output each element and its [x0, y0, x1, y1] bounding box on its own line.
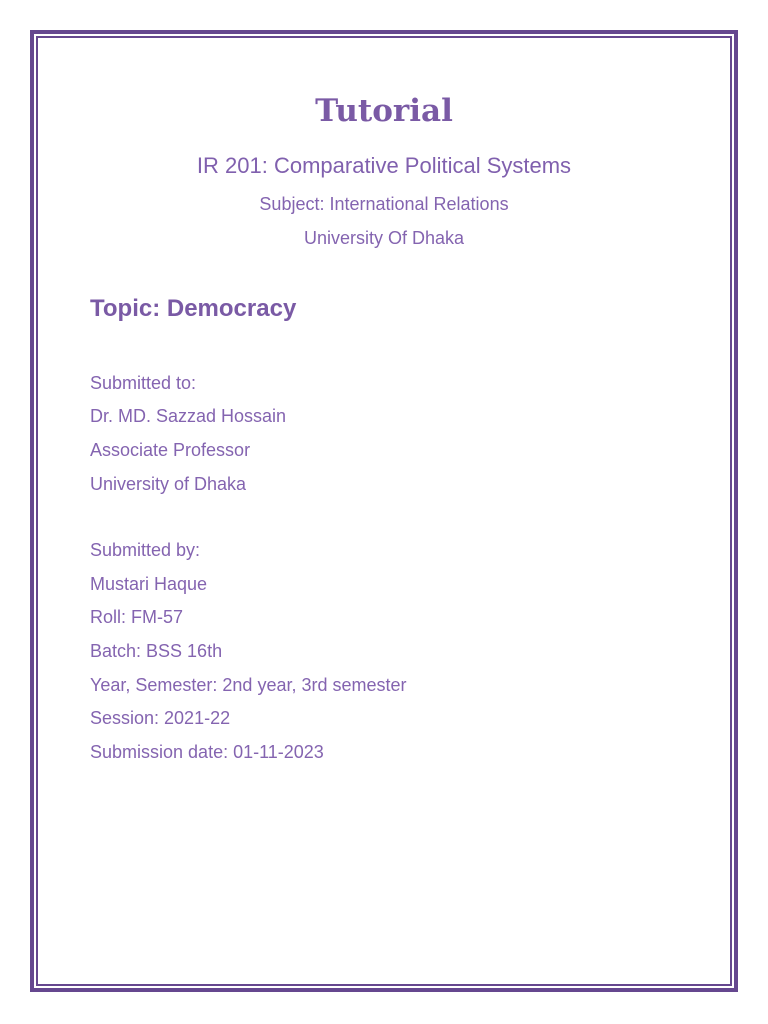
university-line: University Of Dhaka — [303, 228, 465, 248]
roll-number: Roll: FM-57 — [90, 607, 184, 627]
course-title: IR 201: Comparative Political Systems — [196, 153, 572, 178]
submitted-to-name: Dr. MD. Sazzad Hossain — [90, 406, 287, 426]
submitted-by-name: Mustari Haque — [90, 574, 208, 594]
batch: Batch: BSS 16th — [90, 641, 223, 661]
submitted-by-heading: Submitted by: — [90, 540, 201, 560]
subject-line: Subject: International Relations — [259, 194, 509, 214]
submitted-to-designation: Associate Professor — [90, 440, 251, 460]
submitted-to-institution: University of Dhaka — [90, 474, 247, 494]
document-title: Tutorial — [315, 93, 453, 129]
year-semester: Year, Semester: 2nd year, 3rd semester — [90, 675, 407, 695]
session: Session: 2021-22 — [90, 708, 231, 728]
topic-heading: Topic: Democracy — [90, 295, 297, 322]
submitted-to-heading: Submitted to: — [90, 373, 197, 393]
submission-date: Submission date: 01-11-2023 — [90, 742, 324, 762]
